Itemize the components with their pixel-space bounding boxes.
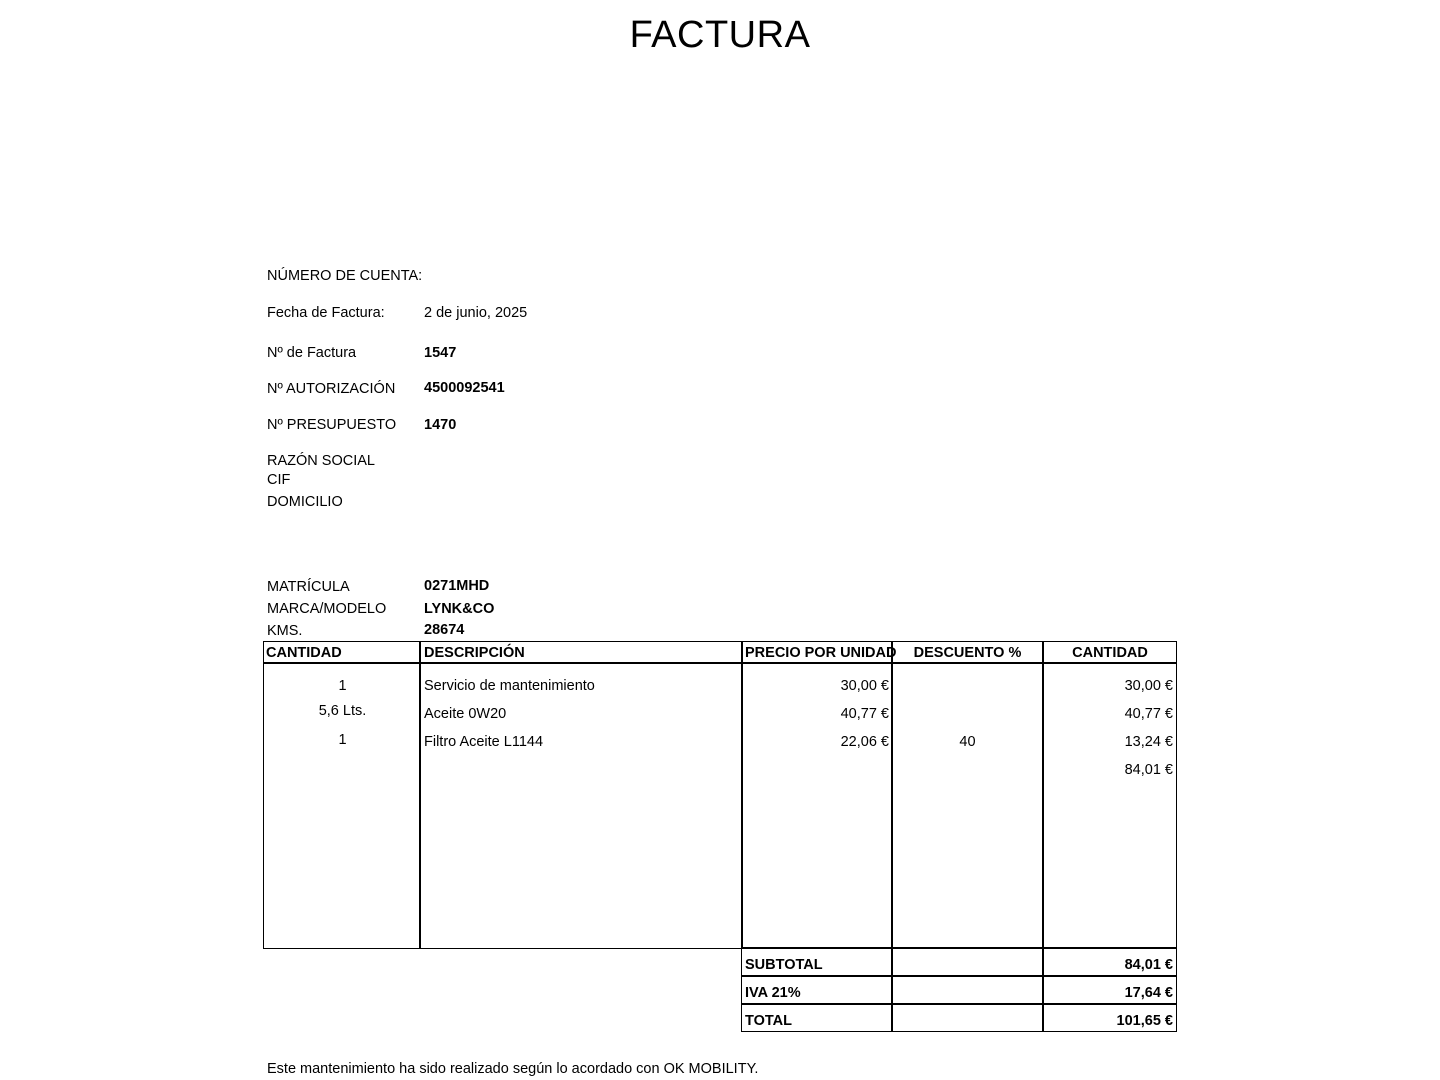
footer-note: Este mantenimiento ha sido realizado según lo acordado con OK MOBILITY. [267,1061,759,1077]
row-description: Filtro Aceite L1144 [424,734,544,750]
tax-id-label: CIF [267,472,291,488]
invoice-number-label: Nº de Factura [267,345,357,361]
row-amount: 40,77 € [1124,706,1173,722]
plate-value: 0271MHD [424,578,490,594]
totals-column-divider [891,947,893,1032]
row-discount: 40 [959,734,976,750]
address-label: DOMICILIO [267,494,343,510]
column-divider [891,641,893,949]
invoice-date-value: 2 de junio, 2025 [424,305,528,321]
header-discount: DESCUENTO % [913,645,1022,661]
header-quantity: CANTIDAD [266,645,342,661]
kms-label: KMS. [267,623,303,639]
kms-value: 28674 [424,622,465,638]
row-unit-price: 40,77 € [840,706,889,722]
row-description: Aceite 0W20 [424,706,507,722]
vat-label: IVA 21% [745,985,801,1001]
authorization-value: 4500092541 [424,380,505,396]
row-quantity: 5,6 Lts. [318,703,367,719]
items-sum-value: 84,01 € [1124,762,1173,778]
invoice-title: FACTURA [629,14,811,56]
company-name-label: RAZÓN SOCIAL [267,453,375,469]
subtotal-label: SUBTOTAL [745,957,823,973]
make-model-label: MARCA/MODELO [267,601,387,617]
total-value: 101,65 € [1116,1013,1173,1029]
authorization-label: Nº AUTORIZACIÓN [267,381,396,397]
row-description: Servicio de mantenimiento [424,678,595,694]
vat-value: 17,64 € [1124,985,1173,1001]
totals-row-divider [741,975,1177,977]
make-model-value: LYNK&CO [424,601,495,617]
header-description: DESCRIPCIÓN [424,645,525,661]
row-amount: 30,00 € [1124,678,1173,694]
row-quantity: 1 [338,732,347,748]
row-quantity: 1 [338,678,347,694]
budget-value: 1470 [424,417,457,433]
account-number-label: NÚMERO DE CUENTA: [267,268,423,284]
row-amount: 13,24 € [1124,734,1173,750]
row-unit-price: 22,06 € [840,734,889,750]
invoice-date-label: Fecha de Factura: [267,305,385,321]
row-unit-price: 30,00 € [840,678,889,694]
header-unit-price: PRECIO POR UNIDAD [745,645,897,661]
budget-label: Nº PRESUPUESTO [267,417,397,433]
header-amount: CANTIDAD [1072,645,1148,661]
total-label: TOTAL [745,1013,792,1029]
totals-row-divider [741,1003,1177,1005]
table-header-divider [263,662,1177,664]
plate-label: MATRÍCULA [267,579,350,595]
invoice-number-value: 1547 [424,345,457,361]
subtotal-value: 84,01 € [1124,957,1173,973]
